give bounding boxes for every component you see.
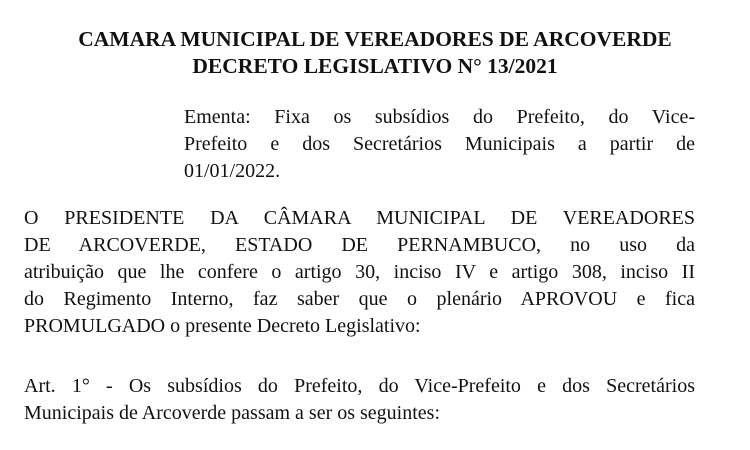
- preamble-line: atribuição que lhe confere o artigo 30, inciso IV e artigo 308, inciso II: [24, 261, 695, 283]
- preamble-line: do Regimento Interno, faz saber que o plenário APROVOU e fica: [24, 288, 695, 310]
- decree-number-heading: DECRETO LEGISLATIVO N° 13/2021: [192, 54, 558, 78]
- ementa-line: Prefeito e dos Secretários Municipais a partir de: [184, 133, 695, 155]
- article-line: Art. 1° - Os subsídios do Prefeito, do Vice-Prefeito e dos Secretários: [24, 375, 695, 397]
- chamber-name-heading: CAMARA MUNICIPAL DE VEREADORES DE ARCOVERDE: [78, 27, 672, 51]
- ementa-line: Ementa: Fixa os subsídios do Prefeito, do Vice-: [184, 106, 695, 128]
- preamble-paragraph: [24, 205, 695, 340]
- preamble-line: PROMULGADO o presente Decreto Legislativo:: [24, 315, 421, 337]
- ementa-block: [184, 104, 695, 185]
- preamble-line: DE ARCOVERDE, ESTADO DE PERNAMBUCO, no uso da: [24, 234, 695, 256]
- article-line: Municipais de Arcoverde passam a ser os seguintes:: [24, 402, 441, 424]
- preamble-line: O PRESIDENTE DA CÂMARA MUNICIPAL DE VEREADORES: [24, 207, 695, 229]
- ementa-line: 01/01/2022.: [184, 160, 281, 182]
- article-1-paragraph: [24, 373, 695, 427]
